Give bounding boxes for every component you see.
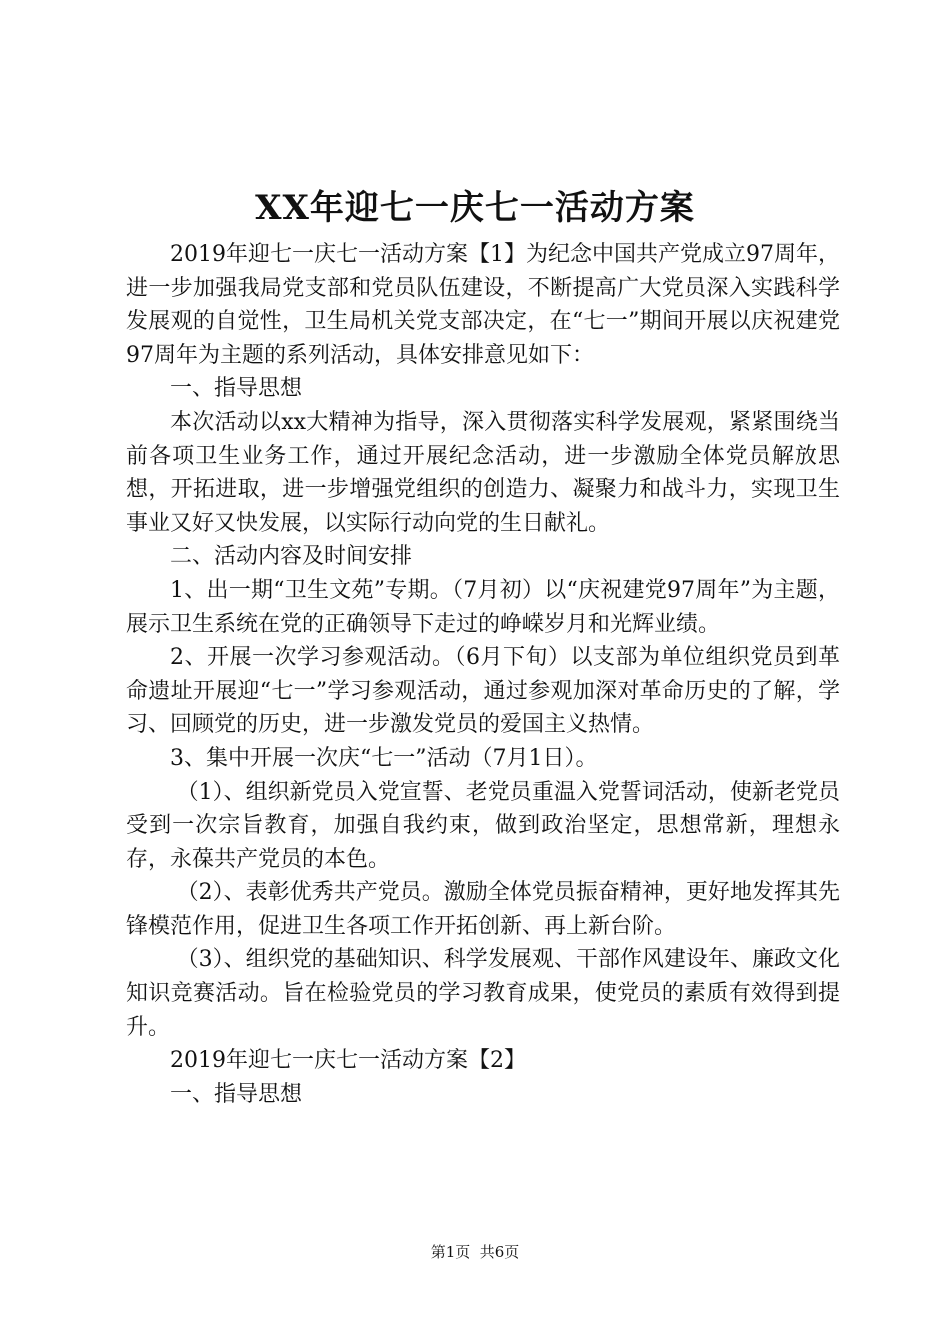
paragraph-item-2: 2、开展一次学习参观活动。（6月下旬）以支部为单位组织党员到革命遗址开展迎“七一”学习参观活动，通过参观加深对革命历史的了解，学习、回顾党的历史，进一步激发党员的爱国主义热情。 bbox=[126, 645, 840, 738]
document-body bbox=[126, 238, 840, 1111]
paragraph-subitem-2: （2）、表彰优秀共产党员。激励全体党员振奋精神，更好地发挥其先锋模范作用，促进卫生各项工作开拓创新、再上新台阶。 bbox=[126, 880, 840, 939]
paragraph-subitem-1: （1）、组织新党员入党宣誓、老党员重温入党誓词活动，使新老党员受到一次宗旨教育，加强自我约束，做到政治坚定，思想常新，理想永存，永葆共产党员的本色。 bbox=[126, 779, 840, 872]
document-title: XX年迎七一庆七一活动方案 bbox=[255, 188, 695, 228]
paragraph-item-3: 3、集中开展一次庆“七一”活动（7月1日）。 bbox=[170, 745, 598, 771]
section-heading-activity-schedule: 二、活动内容及时间安排 bbox=[170, 544, 413, 570]
section-heading-guiding-thought-2: 一、指导思想 bbox=[170, 1081, 303, 1107]
page-number-footer: 第1页 共6页 bbox=[430, 1243, 520, 1261]
paragraph-guiding-thought: 本次活动以xx大精神为指导，深入贯彻落实科学发展观，紧紧围绕当前各项卫生业务工作，通过开展纪念活动，进一步激励全体党员解放思想，开拓进取，进一步增强党组织的创造力、凝聚力和战斗力，实现卫生事业又好又快发展，以实际行动向党的生日献礼。 bbox=[126, 409, 840, 536]
paragraph-subitem-3: （3）、组织党的基础知识、科学发展观、干部作风建设年、廉政文化知识竞赛活动。旨在检验党员的学习教育成果，使党员的素质有效得到提升。 bbox=[126, 947, 840, 1040]
paragraph-intro: 2019年迎七一庆七一活动方案【1】为纪念中国共产党成立97周年，进一步加强我局党支部和党员队伍建设，不断提高广大党员深入实践科学发展观的自觉性，卫生局机关党支部决定，在“七一”期间开展以庆祝建党97周年为主题的系列活动，具体安排意见如下： bbox=[126, 242, 840, 368]
section-heading-plan-2: 2019年迎七一庆七一活动方案【2】 bbox=[170, 1048, 526, 1074]
section-heading-guiding-thought: 一、指导思想 bbox=[170, 376, 303, 402]
paragraph-item-1: 1、出一期“卫生文苑”专期。（7月初）以“庆祝建党97周年”为主题，展示卫生系统在党的正确领导下走过的峥嵘岁月和光辉业绩。 bbox=[126, 577, 840, 637]
